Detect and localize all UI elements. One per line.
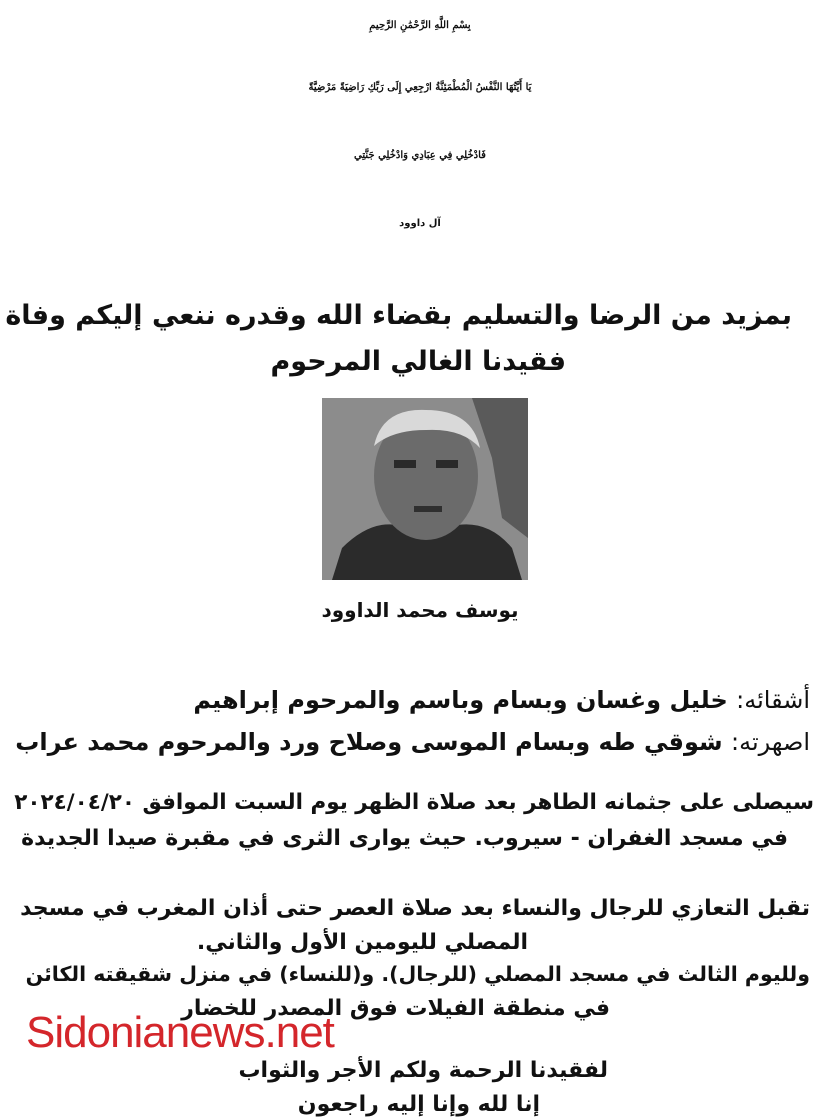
inlaws-label: اصهرته:	[731, 728, 810, 756]
brothers-label: أشقائه:	[736, 686, 810, 714]
watermark-logo: Sidonianews.net	[26, 1008, 334, 1057]
condolences-line-2: المصلي لليومين الأول والثاني.	[196, 930, 528, 955]
deceased-name: يوسف محمد الداوود	[321, 598, 519, 622]
quran-verse-line-2: فَادْخُلِي فِي عِبَادِي وَادْخُلِي جَنَّتِي	[354, 150, 486, 161]
brothers-value: خليل وغسان وبسام وباسم والمرحوم إبراهيم	[193, 686, 728, 714]
basmala: بِسْمِ اللَّهِ الرَّحْمَٰنِ الرَّحِيمِ	[369, 20, 471, 31]
deceased-photo	[322, 398, 528, 580]
closing-line-2: إنا لله وإنا إليه راجعون	[297, 1092, 540, 1117]
quran-verse-line-1: يَا أَيَّتُهَا النَّفْسُ الْمُطْمَئِنَّةُ ارْجِعِي إِلَى رَبِّكِ رَاضِيَةً مَرْضِيَّةً	[308, 82, 532, 93]
closing-line-1: لفقيدنا الرحمة ولكم الأجر والثواب	[238, 1058, 608, 1083]
funeral-line-1: سيصلى على جثمانه الطاهر بعد صلاة الظهر يوم السبت الموافق ٢٠٢٤/٠٤/٢٠	[14, 790, 814, 815]
condolences-line-3: ولليوم الثالث في مسجد المصلي (للرجال). و(للنساء) في منزل شقيقته الكائن	[25, 962, 810, 986]
inlaws-line	[15, 728, 810, 756]
family-name: آل داوود	[399, 218, 441, 229]
inlaws-value: شوقي طه وبسام الموسى وصلاح ورد والمرحوم محمد عراب	[15, 728, 723, 756]
condolences-line-1: تقبل التعازي للرجال والنساء بعد صلاة العصر حتى أذان المغرب في مسجد	[20, 896, 810, 921]
condolences-line-4: في منطقة الفيلات فوق المصدر للخضار	[181, 996, 610, 1021]
announcement-line-1: بمزيد من الرضا والتسليم بقضاء الله وقدره ننعي إليكم وفاة	[5, 300, 792, 331]
funeral-line-2: في مسجد الغفران - سيروب. حيث يوارى الثرى في مقبرة صيدا الجديدة	[21, 826, 788, 851]
announcement-line-2: فقيدنا الغالي المرحوم	[270, 346, 566, 377]
portrait-icon	[322, 398, 528, 580]
brothers-line	[193, 686, 810, 714]
